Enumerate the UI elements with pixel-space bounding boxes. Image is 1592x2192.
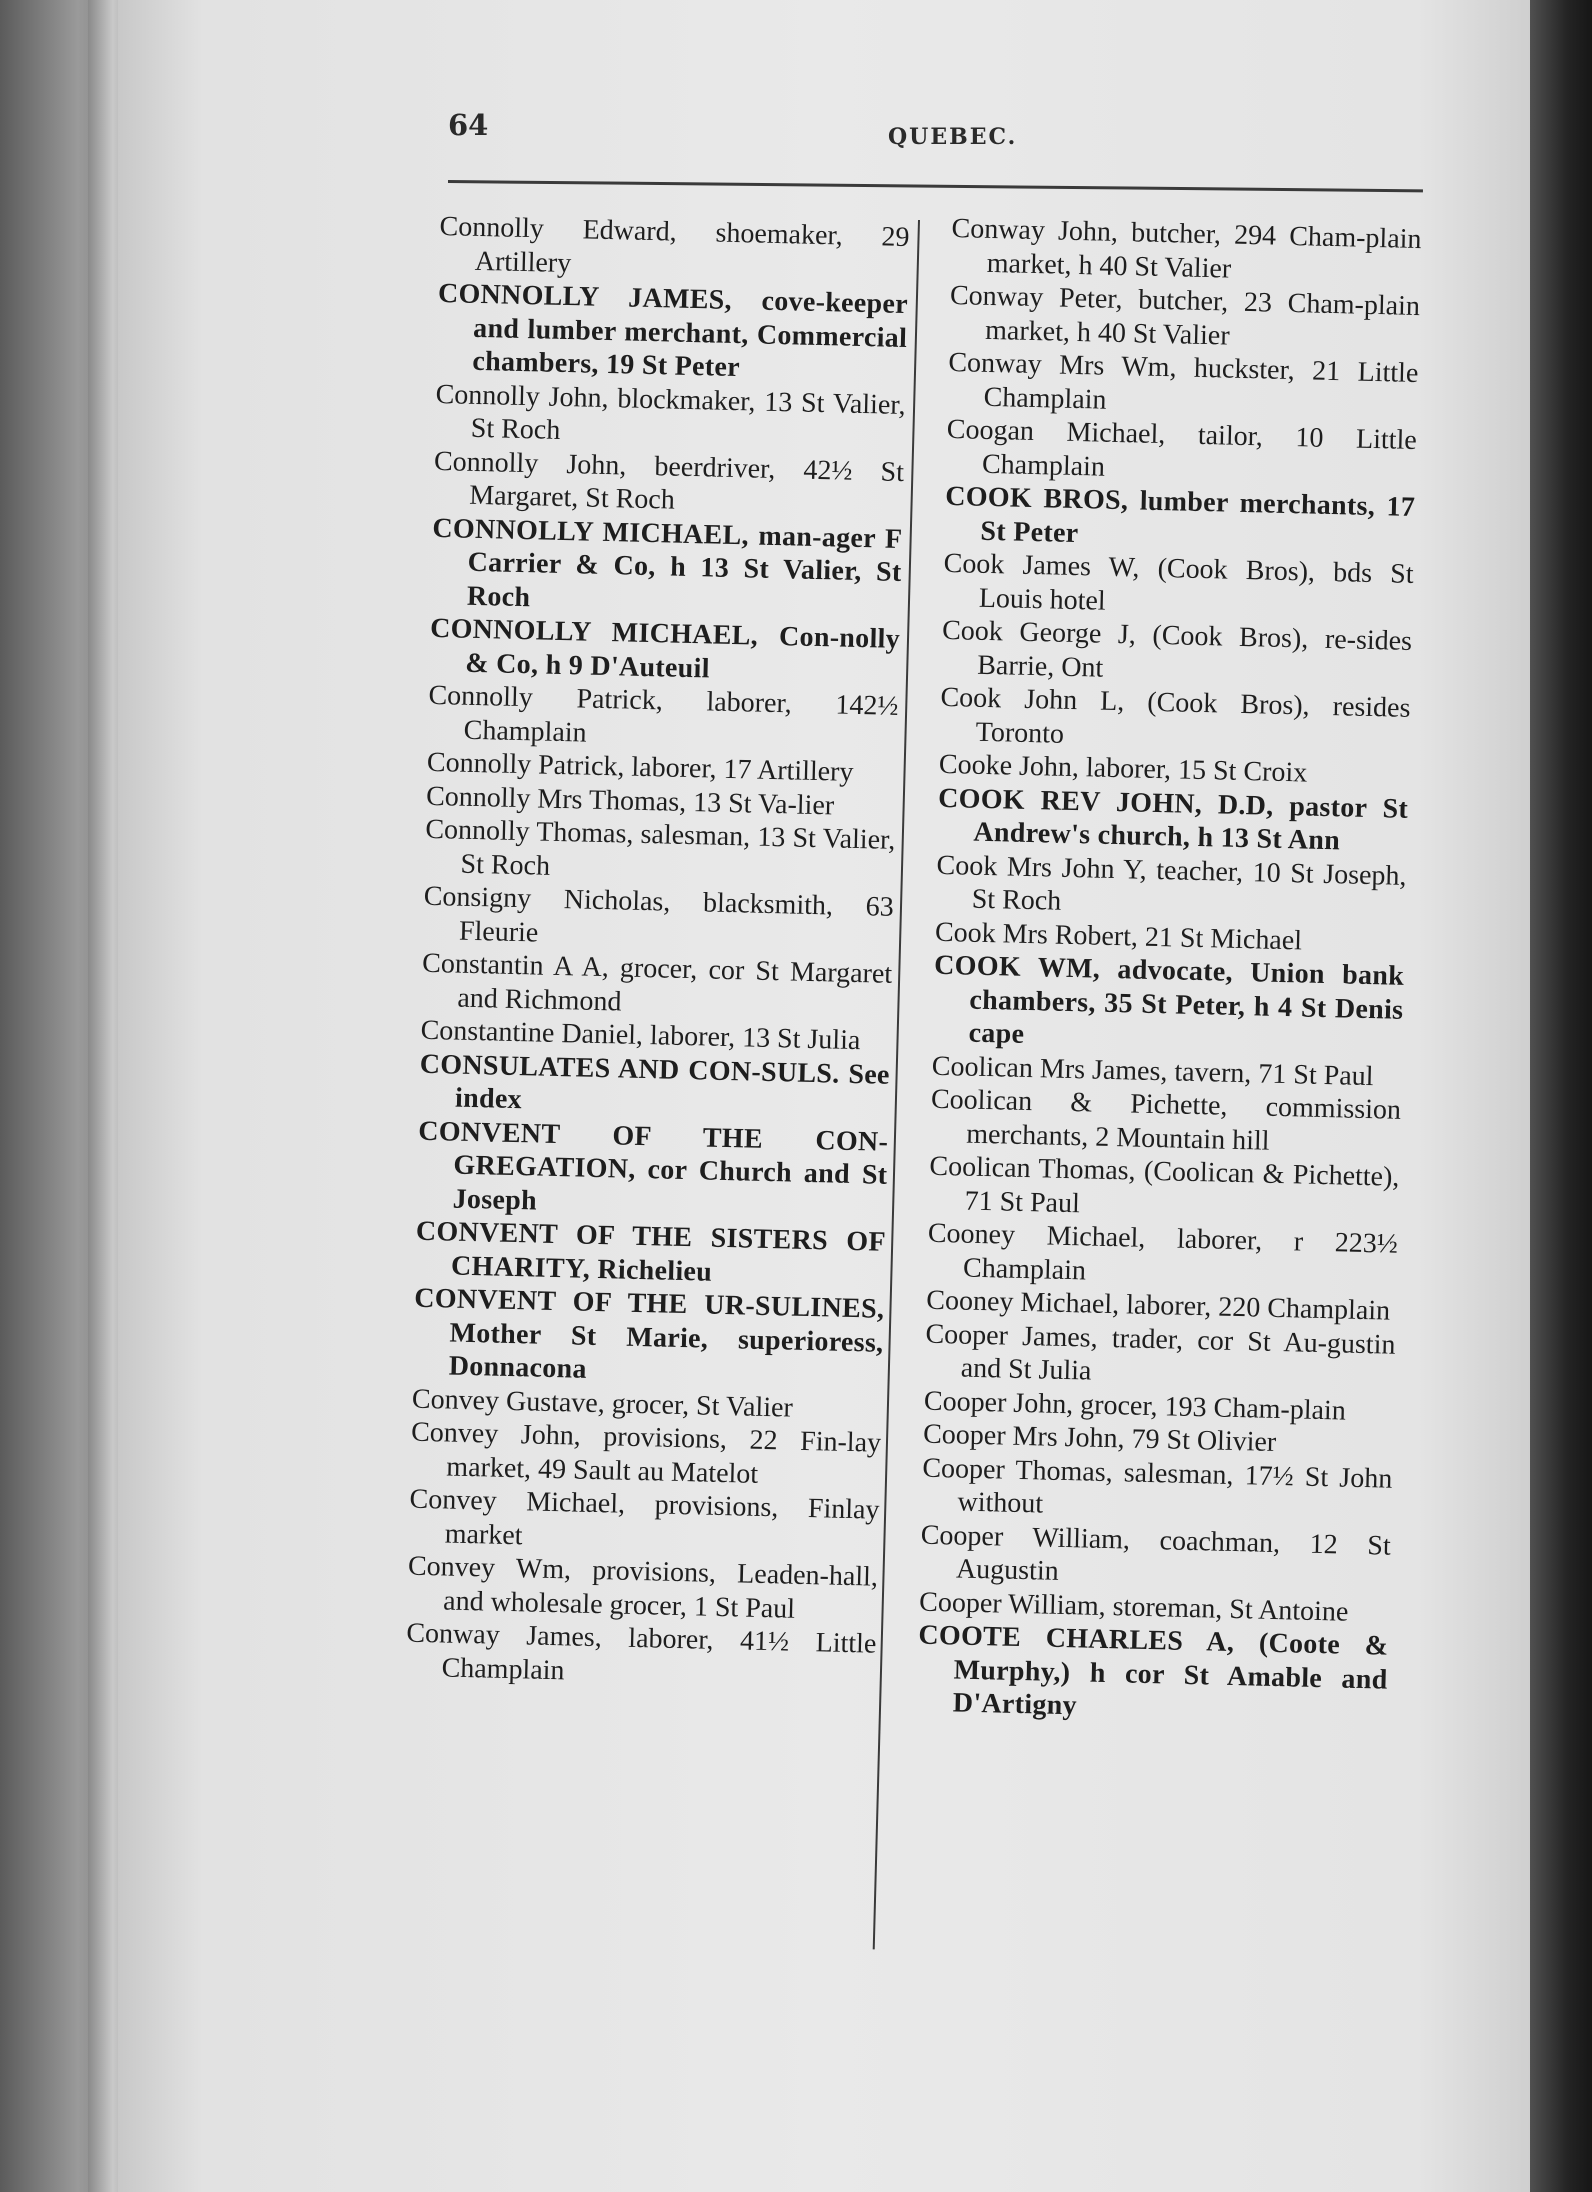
directory-entry: CONNOLLY JAMES, cove-keeper and lumber merchant, Commercial chambers, 19 St Peter: [437, 277, 909, 384]
directory-entry: Cooper James, trader, cor St Au-gustin and St Julia: [925, 1318, 1396, 1387]
directory-entry: Cook Mrs Robert, 21 St Michael: [934, 916, 1303, 956]
directory-entry: Coolican Mrs James, tavern, 71 St Paul: [931, 1050, 1374, 1092]
directory-entry: Cooper William, coachman, 12 St Augustin: [920, 1519, 1392, 1587]
directory-entry: CONNOLLY MICHAEL, man-ager F Carrier & Co, h 13 St Valier, St Roch: [432, 512, 903, 613]
directory-entry: Coolican Thomas, (Coolican & Pichette), 71 St Paul: [929, 1150, 1400, 1219]
directory-entry: Connolly John, blockmaker, 13 St Valier, St Roch: [435, 378, 906, 446]
directory-entry: Cooper Thomas, salesman, 17½ St John without: [922, 1452, 1393, 1520]
directory-entry: Convey Gustave, grocer, St Valier: [411, 1383, 794, 1424]
directory-entry: Connolly Edward, shoemaker, 29 Artillery: [439, 210, 910, 279]
directory-entry: Convey Wm, provisions, Leaden-hall, and wholesale grocer, 1 St Paul: [407, 1550, 879, 1625]
directory-entry: CONNOLLY MICHAEL, Con-nolly & Co, h 9 D'Auteuil: [429, 612, 901, 684]
directory-entry: Connolly Patrick, laborer, 17 Artillery: [426, 746, 854, 788]
page-number: 64: [448, 108, 489, 142]
directory-entry: COOK BROS, lumber merchants, 17 St Peter: [944, 480, 1416, 549]
directory-entry: Connolly Mrs Thomas, 13 St Va-lier: [425, 780, 835, 821]
directory-entry: Cook John L, (Cook Bros), resides Toronto: [940, 681, 1411, 750]
directory-entry: Conway Mrs Wm, huckster, 21 Little Champlain: [948, 346, 1419, 416]
directory-entry: Cook Mrs John Y, teacher, 10 St Joseph, St Roch: [936, 849, 1407, 917]
directory-entry: Cooke John, laborer, 15 St Croix: [938, 748, 1308, 789]
directory-entry: CONVENT OF THE CON-GREGATION, cor Church and St Joseph: [417, 1115, 889, 1217]
directory-entry: Cooper William, storeman, St Antoine: [918, 1586, 1349, 1628]
directory-entry: Cooney Michael, laborer, r 223½ Champlain: [927, 1217, 1399, 1286]
directory-entry: COOK REV JOHN, D.D, pastor St Andrew's church, h 13 St Ann: [937, 782, 1409, 857]
directory-entry: Conway Peter, butcher, 23 Cham-plain market, h 40 St Valier: [949, 279, 1421, 352]
running-head: QUEBEC.: [888, 124, 1018, 150]
directory-entry: Cooper Mrs John, 79 St Olivier: [922, 1418, 1277, 1458]
page-right-edge: [1530, 0, 1592, 2192]
left-column: [405, 210, 910, 1695]
directory-entry: Cook James W, (Cook Bros), bds St Louis hotel: [943, 547, 1414, 617]
directory-entry: CONVENT OF THE UR-SULINES, Mother St Marie, superioress, Donnacona: [413, 1282, 885, 1385]
directory-entry: Cooper John, grocer, 193 Cham-plain: [923, 1385, 1347, 1427]
directory-entry: Connolly Patrick, laborer, 142½ Champlain: [428, 679, 899, 749]
directory-entry: Convey John, provisions, 22 Fin-lay market, 49 Sault au Matelot: [410, 1416, 882, 1490]
directory-entry: Constantine Daniel, laborer, 13 St Julia: [420, 1014, 861, 1057]
directory-entry: Coolican & Pichette, commission merchants, 2 Mountain hill: [930, 1083, 1402, 1157]
directory-entry: Connolly John, beerdriver, 42½ St Margaret, St Roch: [433, 445, 905, 516]
directory-entry: Constantin A A, grocer, cor St Margaret and Richmond: [421, 947, 893, 1017]
directory-entry: COOTE CHARLES A, (Coote & Murphy,) h cor St Amable and D'Artigny: [918, 1619, 1389, 1722]
directory-entry: Connolly Thomas, salesman, 13 St Valier, St Roch: [425, 813, 896, 882]
directory-entry: CONVENT OF THE SISTERS OF CHARITY, Richelieu: [415, 1215, 887, 1288]
directory-entry: Cooney Michael, laborer, 220 Champlain: [925, 1284, 1391, 1327]
right-column: [916, 212, 1421, 1730]
directory-entry: Cook George J, (Cook Bros), re-sides Barrie, Ont: [941, 614, 1413, 684]
directory-entry: Conway John, butcher, 294 Cham-plain market, h 40 St Valier: [951, 212, 1422, 285]
directory-entry: Convey Michael, provisions, Finlay market: [409, 1483, 880, 1551]
directory-entry: Conway James, laborer, 41½ Little Champlain: [406, 1617, 877, 1686]
directory-entry: Consigny Nicholas, blacksmith, 63 Fleurie: [423, 880, 895, 949]
directory-entry: COOK WM, advocate, Union bank chambers, 35 St Peter, h 4 St Denis cape: [933, 949, 1405, 1050]
directory-entry: Coogan Michael, tailor, 10 Little Champlain: [946, 413, 1418, 483]
directory-entry: CONSULATES AND CON-SULS. See index: [419, 1048, 891, 1116]
